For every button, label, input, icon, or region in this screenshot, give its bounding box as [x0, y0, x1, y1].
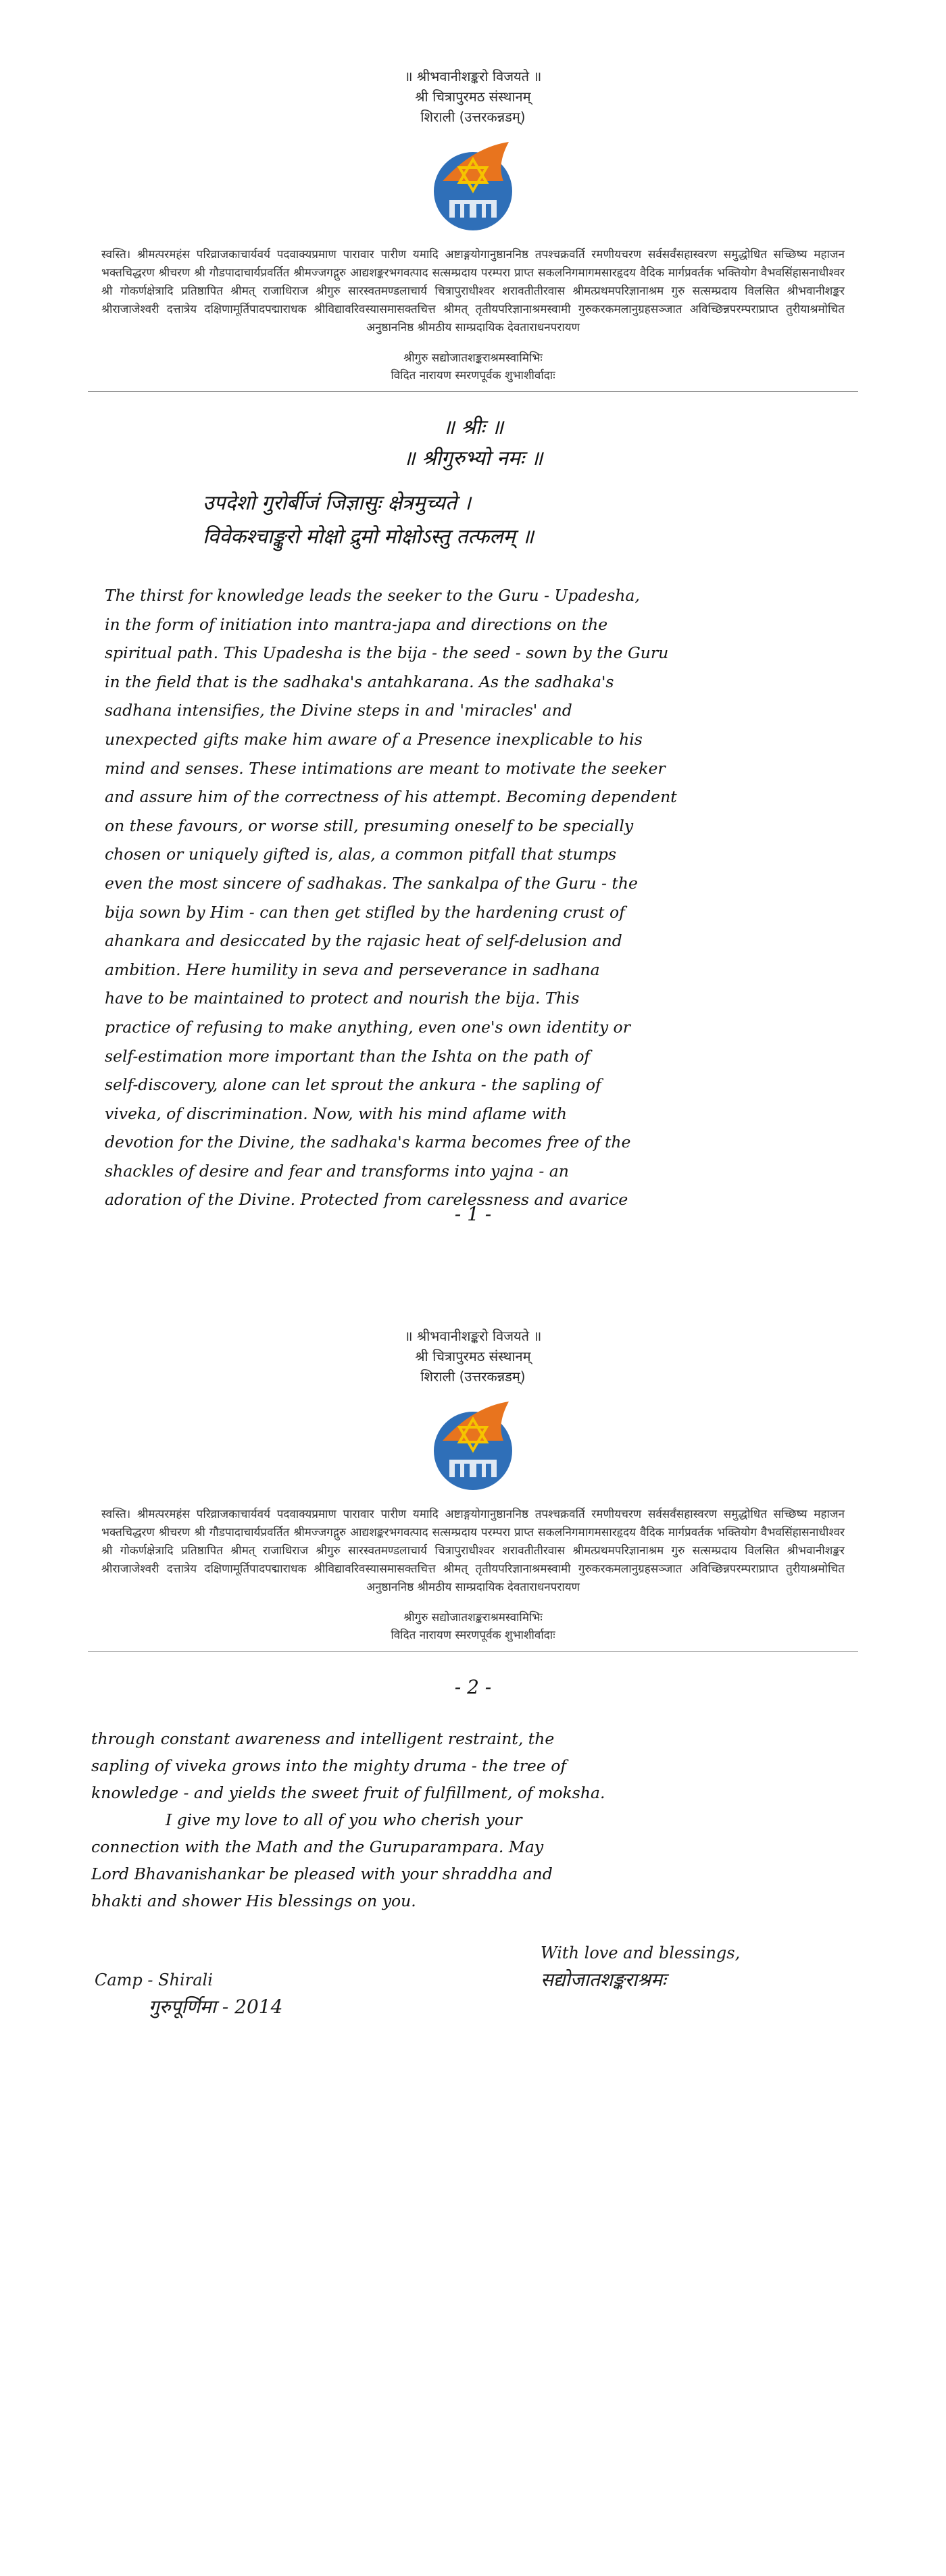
signatory-greeting: विदित नारायण स्मरणपूर्वक शुभाशीर्वादाः [391, 1629, 555, 1642]
signature: सद्योजातशङ्कराश्रमः [541, 1968, 666, 1991]
body-line: self-estimation more important than the Ishta on the path of [105, 1046, 591, 1066]
signatory-greeting: विदित नारायण स्मरणपूर्वक शुभाशीर्वादाः [391, 369, 555, 382]
body-line: ambition. Here humility in seva and perseverance in sadhana [105, 960, 600, 979]
body-line: sapling of viveka grows into the mighty druma - the tree of [91, 1756, 567, 1775]
body-line: connection with the Math and the Guruparampara. May [91, 1837, 544, 1856]
letterhead [0, 0, 946, 392]
invocation [0, 412, 946, 474]
camp-block [95, 1966, 282, 2021]
body-line: on these favours, or worse still, presuming oneself to be specially [105, 816, 634, 835]
body-line: and assure him of the correctness of his attempt. Becoming dependent [105, 787, 677, 807]
page-number: - 2 - [454, 1676, 492, 1698]
body-line: bhakti and shower His blessings on you. [91, 1891, 416, 1910]
body-line: viveka, of discrimination. Now, with his mind aflame with [105, 1104, 567, 1123]
body-line: mind and senses. These intimations are meant to motivate the seeker [105, 758, 666, 778]
letterhead-signatory [0, 1609, 946, 1644]
letterhead-divider [88, 1651, 858, 1652]
signatory-name: श्रीगुरु सद्योजातशङ्कराश्रमस्वामिभिः [403, 1611, 543, 1625]
shloka [203, 487, 946, 554]
body-line: devotion for the Divine, the sadhaka's karma becomes free of the [105, 1133, 631, 1152]
letterhead-location: शिराली (उत्तरकन्नडम्) [420, 1368, 526, 1385]
letterhead-institution: श्री चित्रापुरमठ संस्थानम् [415, 89, 531, 105]
body-line: spiritual path. This Upadesha is the bija - the seed - sown by the Guru [105, 643, 669, 663]
letterhead-titles: स्वस्ति। श्रीमत्परमहंस परिव्राजकाचार्यवर्य पदवाक्यप्रमाण पारावार पारीण यमादि अष्टाङ्गयोगानुष्ठाननिष्ठ तपश्चक्रवर्ति रमणीयचरण सर्वसर्वंसहास्वरण समुद्धोधित सच्छिष्य महाजन भक्तचिद्धरण श्रीचरण श्री गौडपादाचार्यप्रवर्तित श्रीमज्जगद्गुरु आद्यशङ्करभगवत्पाद सत्सम्प्रदाय परम्परा प्राप्त सकलनिगमागमसारहृदय वैदिक मार्गप्रवर्तक भक्तियोग वैभवसिंहासनाधीश्वर श्री गोकर्णक्षेत्रादि प्रतिष्ठापित श्रीमत् राजाधिराज श्रीगुरु सारस्वतमण्डलाचार्य चित्रापुराधीश्वर शरावतीतीरवास श्रीमत्प्रथमपरिज्ञानाश्रम गुरु सत्सम्प्रदाय विलसित श्रीभवानीशङ्कर श्रीराजाजेश्वरी दत्तात्रेय दक्षिणामूर्तिपादपद्माराधक श्रीविद्यावरिवस्यासमासक्तचित्त श्रीमत् तृतीयपरिज्ञानाश्रमस्वामी गुरुकरकमलानुग्रहसञ्जात अविच्छिन्नपरम्पराप्राप्त तुरीयाश्रमोचित अनुष्ठाननिष्ठ श्रीमठीय साम्प्रदायिक देवताराधनपरायण [101, 1508, 845, 1594]
invocation-gurubhyo: ॥ श्रीगुरुभ्यो नमः ॥ [403, 447, 543, 470]
body-line: Lord Bhavanishankar be pleased with your shraddha and [91, 1864, 553, 1883]
body-line: in the form of initiation into mantra-japa and directions on the [105, 614, 608, 634]
body-line: sadhana intensifies, the Divine steps in and 'miracles' and [105, 701, 572, 720]
shloka-line: विवेकश्चाङ्कुरो मोक्षो द्रुमो मोक्षोऽस्तु तत्फलम् ॥ [203, 525, 534, 549]
letterhead-divider [88, 391, 858, 392]
body-line: ahankara and desiccated by the rajasic heat of self-delusion and [105, 931, 622, 951]
body-line: shackles of desire and fear and transforms into yajna - an [105, 1161, 569, 1181]
body-line: even the most sincere of sadhakas. The sankalpa of the Guru - the [105, 873, 638, 893]
body-line: practice of refusing to make anything, even one's own identity or [105, 1017, 630, 1037]
letter-page-2 [0, 1270, 946, 2576]
body-line: The thirst for knowledge leads the seeker to the Guru - Upadesha, [105, 586, 640, 605]
closing-salutation: With love and blessings, [541, 1943, 741, 1962]
body-line: I give my love to all of you who cherish your [166, 1810, 522, 1829]
body-line: knowledge - and yields the sweet fruit of fulfillment, of moksha. [91, 1783, 605, 1802]
letterhead-location: शिराली (उत्तरकन्नडम्) [420, 109, 526, 125]
signatory-name: श्रीगुरु सद्योजातशङ्कराश्रमस्वामिभिः [403, 351, 543, 365]
body-line: chosen or uniquely gifted is, alas, a common pitfall that stumps [105, 845, 617, 864]
letterhead-invocation: ॥ श्रीभवानीशङ्करो विजयते ॥ [404, 68, 542, 84]
letterhead-signatory [0, 349, 946, 385]
body-line: self-discovery, alone can let sprout the ankura - the sapling of [105, 1075, 601, 1095]
letterhead-institution: श्री चित्रापुरमठ संस्थानम् [415, 1348, 531, 1364]
body-line: bija sown by Him - can then get stifled by the hardening crust of [105, 902, 625, 922]
math-emblem-logo [422, 134, 524, 235]
letterhead-invocation: ॥ श्रीभवानीशङ्करो विजयते ॥ [404, 1328, 542, 1344]
letterhead [0, 1270, 946, 1652]
letter-body [91, 1725, 889, 1914]
math-emblem-logo [422, 1393, 524, 1495]
body-line: in the field that is the sadhaka's antahkarana. As the sadhaka's [105, 672, 614, 691]
page-number: - 1 - [454, 1203, 492, 1225]
shloka-line: उपदेशो गुरोर्बीजं जिज्ञासुः क्षेत्रमुच्यते । [203, 491, 471, 515]
letter-page-1 [0, 0, 946, 1270]
letter-date: गुरुपूर्णिमा - 2014 [149, 1996, 283, 2018]
camp-location: Camp - Shirali [95, 1971, 213, 1989]
letterhead-titles: स्वस्ति। श्रीमत्परमहंस परिव्राजकाचार्यवर्य पदवाक्यप्रमाण पारावार पारीण यमादि अष्टाङ्गयोगानुष्ठाननिष्ठ तपश्चक्रवर्ति रमणीयचरण सर्वसर्वंसहास्वरण समुद्धोधित सच्छिष्य महाजन भक्तचिद्धरण श्रीचरण श्री गौडपादाचार्यप्रवर्तित श्रीमज्जगद्गुरु आद्यशङ्करभगवत्पाद सत्सम्प्रदाय परम्परा प्राप्त सकलनिगमागमसारहृदय वैदिक मार्गप्रवर्तक भक्तियोग वैभवसिंहासनाधीश्वर श्री गोकर्णक्षेत्रादि प्रतिष्ठापित श्रीमत् राजाधिराज श्रीगुरु सारस्वतमण्डलाचार्य चित्रापुराधीश्वर शरावतीतीरवास श्रीमत्प्रथमपरिज्ञानाश्रम गुरु सत्सम्प्रदाय विलसित श्रीभवानीशङ्कर श्रीराजाजेश्वरी दत्तात्रेय दक्षिणामूर्तिपादपद्माराधक श्रीविद्यावरिवस्यासमासक्तचित्त श्रीमत् तृतीयपरिज्ञानाश्रमस्वामी गुरुकरकमलानुग्रहसञ्जात अविच्छिन्नपरम्पराप्राप्त तुरीयाश्रमोचित अनुष्ठाननिष्ठ श्रीमठीय साम्प्रदायिक देवताराधनपरायण [101, 248, 845, 335]
body-line: adoration of the Divine. Protected from carelessness and avarice [105, 1190, 628, 1210]
invocation-shri: ॥ श्रीः ॥ [442, 416, 504, 439]
body-line: through constant awareness and intelligent restraint, the [91, 1729, 555, 1748]
letter-body [105, 581, 841, 1214]
closing-block [541, 1939, 740, 1993]
body-line: have to be maintained to protect and nourish the bija. This [105, 989, 580, 1008]
body-line: unexpected gifts make him aware of a Presence inexplicable to his [105, 729, 643, 749]
